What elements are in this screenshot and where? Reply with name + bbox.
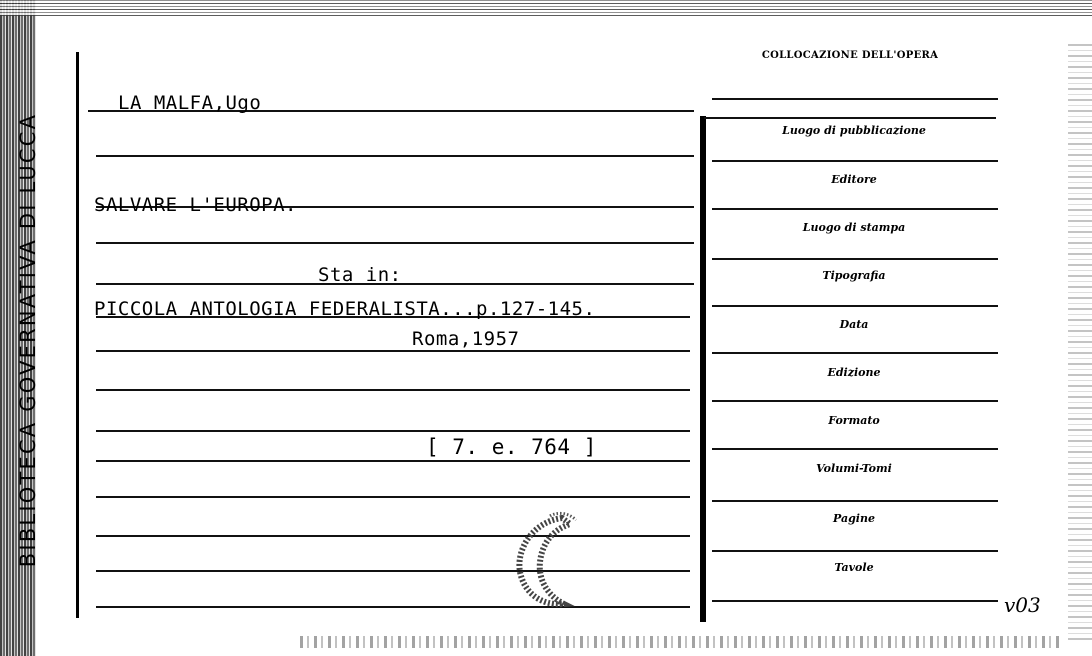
source-title: PICCOLA ANTOLOGIA FEDERALISTA...p.127-145. [94,298,596,320]
collocation-rule [712,600,998,602]
collocation-rule [712,352,998,354]
field-label-tipografia: Tipografia [822,269,886,282]
work-title: SALVARE L'EUROPA. [94,194,297,216]
collocation-header: COLLOCAZIONE DELL'OPERA [761,50,939,61]
field-label-data: Data [839,318,869,331]
collocation-rule [712,550,998,552]
collocation-rule [704,117,996,119]
collocation-rule [712,400,998,402]
card-rule [96,535,690,537]
field-label-luogo-pubblicazione: Luogo di pubblicazione [782,124,926,137]
card-rule [96,570,690,572]
handwritten-note-text: v03 [1004,593,1041,617]
library-name: BIBLIOTECA GOVERNATIVA DI LUCCA [16,112,40,568]
collocation-rule [712,160,998,162]
scan-edge-top [0,0,1092,16]
card-rule [96,350,690,352]
field-label-editore: Editore [831,173,877,186]
field-label-edizione: Edizione [827,366,881,379]
card-rule [96,389,690,391]
author-name: LA MALFA,Ugo [118,92,262,114]
collocation-rule [712,208,998,210]
card-rule [96,155,694,157]
card-rule [96,242,694,244]
place-year: Roma,1957 [412,328,520,350]
field-label-luogo-stampa: Luogo di stampa [802,221,906,234]
scan-edge-bottom [300,636,1060,648]
field-label-formato: Formato [828,414,880,427]
field-label-volumi-tomi: Volumi-Tomi [816,462,892,475]
field-label-pagine: Pagine [833,512,875,525]
collocation-rule [712,305,998,307]
collocation-rule [712,500,998,502]
shelfmark: [ 7. e. 764 ] [426,435,597,459]
scan-edge-right [1068,40,1092,640]
library-stamp-icon [510,510,590,610]
left-margin-rule [76,52,79,618]
in-label: Sta in: [318,264,402,286]
card-rule [96,606,690,608]
collocation-rule [712,258,998,260]
card-rule [96,496,690,498]
handwritten-note [1000,586,1070,620]
collocation-rule [712,448,998,450]
field-label-tavole: Tavole [834,561,874,574]
card-rule [96,430,690,432]
card-rule [96,460,690,462]
collocation-rule [712,98,998,100]
